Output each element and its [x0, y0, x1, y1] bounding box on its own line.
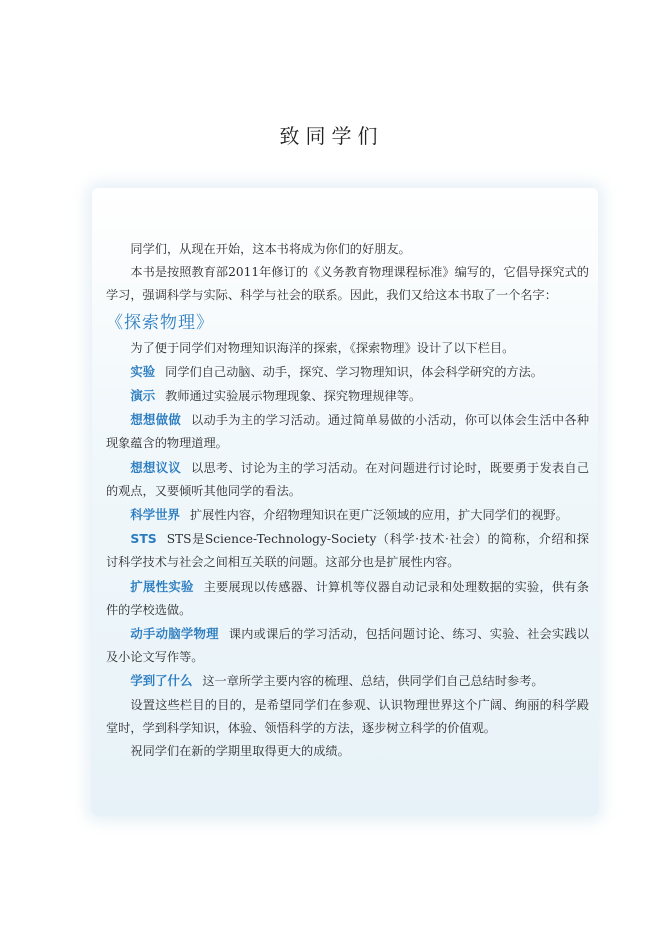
section-item — [106, 384, 589, 408]
section-text: 主要展现以传感器、计算机等仪器自动记录和处理数据的实验，供有条件的学校选做。 — [106, 579, 590, 617]
intro-paragraph-2: 本书是按照教育部2011年修订的《义务教育物理课程标准》编写的，它倡导探究式的学习，强调科学与实际、科学与社会的联系。因此，我们又给这本书取了一个名字： — [106, 265, 589, 303]
book-title: 《探索物理》 — [106, 312, 214, 333]
section-text: 教师通过实验展示物理现象、探究物理规律等。 — [165, 389, 422, 404]
section-text: 以思考、讨论为主的学习活动。在对问题进行讨论时，既要勇于发表自己的观点，又要倾听其他同学的看法。 — [106, 460, 590, 498]
intro-paragraph-1: 同学们，从现在开始，这本书将成为你们的好朋友。 — [130, 242, 411, 256]
intro-paragraph-3: 为了便于同学们对物理知识海洋的探索，《探索物理》设计了以下栏目。 — [130, 340, 515, 355]
section-text: 课内或课后的学习活动，包括问题讨论、练习、实验、社会实践以及小论文写作等。 — [106, 627, 589, 665]
section-text: 这一章所学主要内容的梳理、总结，供同学们自己总结时参考。 — [202, 674, 544, 689]
section-text: STS是Science-Technology-Society（科学·技术·社会）的简称，介绍和探讨科学技术与社会之间相互关联的问题。这部分也是扩展性内容。 — [106, 532, 589, 570]
section-text: 同学们自己动脑、动手，探究、学习物理知识，体会科学研究的方法。 — [165, 364, 543, 379]
section-label: 扩展性实验 — [130, 578, 194, 594]
section-item — [106, 575, 589, 622]
page-title: 致同学们 — [279, 124, 384, 148]
section-label: 动手动脑学物理 — [130, 626, 219, 642]
section-item — [106, 527, 589, 574]
section-label: STS — [130, 531, 157, 547]
section-item — [106, 408, 589, 455]
section-label: 想想做做 — [130, 412, 181, 428]
section-label: 科学世界 — [130, 507, 180, 523]
section-item — [106, 503, 589, 527]
section-label: 想想议议 — [130, 459, 181, 475]
section-item — [106, 360, 589, 384]
section-item — [106, 456, 589, 503]
closing-paragraph-1: 设置这些栏目的目的，是希望同学们在参观、认识物理世界这个广阔、绚丽的科学殿堂时，学到科学知识，体验、领悟科学的方法，逐步树立科学的价值观。 — [106, 697, 589, 735]
section-text: 以动手为主的学习活动。通过简单易做的小活动，你可以体会生活中各种现象蕴含的物理道理。 — [106, 413, 590, 451]
section-label: 演示 — [130, 388, 156, 404]
section-text: 扩展性内容，介绍物理知识在更广泛领域的应用，扩大同学们的视野。 — [189, 508, 568, 523]
section-label: 学到了什么 — [130, 673, 193, 689]
section-item — [106, 622, 589, 669]
section-label: 实验 — [130, 363, 156, 379]
letter-body — [106, 238, 589, 763]
section-item — [106, 669, 589, 693]
closing-paragraph-2: 祝同学们在新的学期里取得更大的成绩。 — [130, 744, 350, 759]
